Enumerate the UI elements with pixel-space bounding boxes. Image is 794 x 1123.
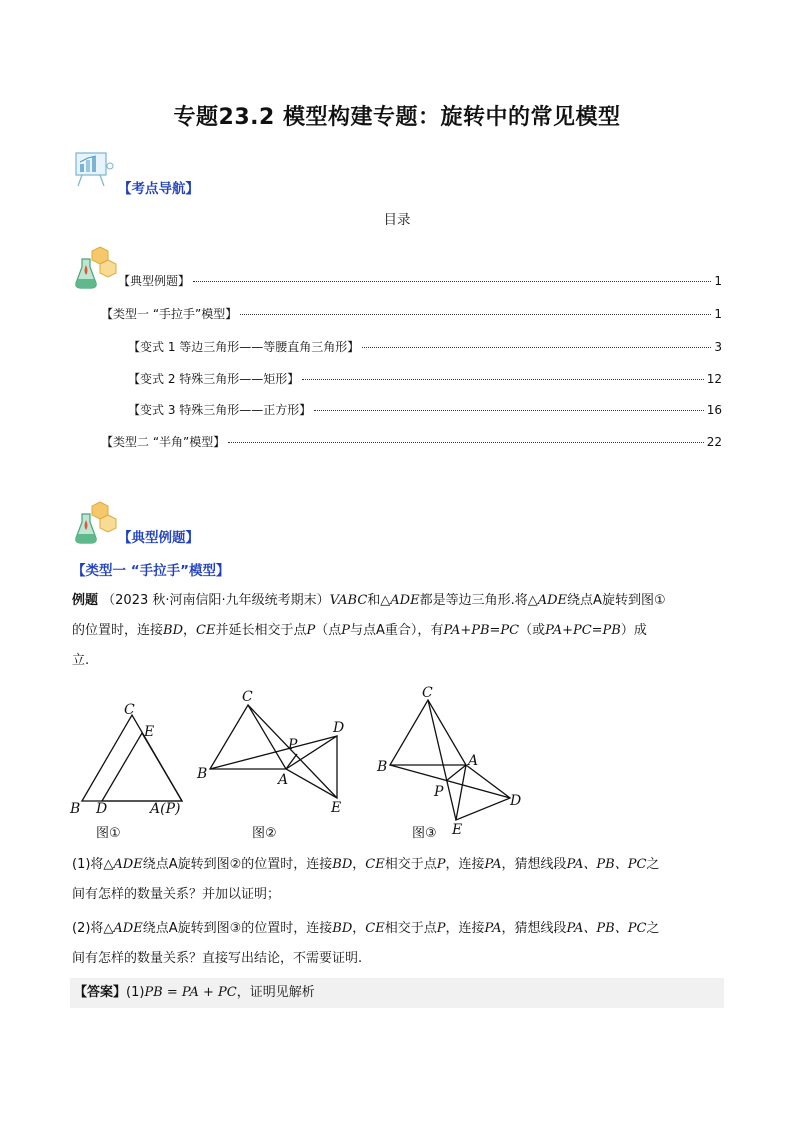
question-2 — [72, 914, 724, 974]
text: ，连接 — [445, 921, 485, 936]
flask-hexagon-icon — [72, 243, 118, 291]
text: ， — [352, 857, 366, 872]
text: 和△ — [367, 593, 391, 608]
toc-leader — [193, 281, 711, 282]
label-e: E — [144, 724, 155, 740]
segment-ce — [428, 700, 456, 820]
text: （点 — [315, 623, 342, 638]
flask-hexagon-icon — [72, 498, 118, 546]
text: ，连接 — [445, 857, 485, 872]
text: ，猜想线段 — [501, 921, 567, 936]
question-1 — [72, 850, 724, 910]
figure-2-caption: 图② — [252, 826, 277, 841]
text: 之 — [646, 857, 660, 872]
label-p: P — [288, 737, 298, 753]
toc-leader — [362, 347, 711, 348]
label-ap: A(P) — [150, 801, 181, 817]
text: 之 — [646, 921, 660, 936]
text: 相交于点 — [384, 921, 437, 936]
figure-2 — [192, 686, 362, 818]
example-source: （2023 秋·河南信阳·九年级统考期末） — [102, 593, 330, 608]
math: PA — [484, 921, 502, 936]
label-b: B — [377, 759, 388, 775]
text: （或 — [519, 623, 546, 638]
label-c: C — [124, 702, 135, 718]
text: 相交于点 — [384, 857, 437, 872]
toc-row-page: 12 — [706, 372, 722, 386]
toc-row[interactable] — [128, 338, 722, 355]
text: 的位置时，连接 — [72, 623, 164, 638]
label-b: B — [197, 766, 208, 782]
label-a: A — [278, 772, 289, 788]
segment-bd — [210, 736, 337, 769]
toc-row-label: 【类型二 “半角”模型】 — [101, 435, 226, 449]
toc-row-page: 1 — [714, 274, 722, 288]
toc-row-label: 【典型例题】 — [118, 274, 191, 288]
example-text — [72, 586, 724, 676]
toc-leader — [302, 379, 703, 380]
toc-row[interactable] — [101, 305, 722, 322]
answer-label: 【答案】 — [74, 985, 127, 1000]
question-line — [72, 850, 724, 880]
text: (2)将△ — [72, 921, 114, 936]
math: P — [436, 921, 446, 936]
label-e: E — [331, 800, 342, 816]
text: 绕点A旋转到图③的位置时，连接 — [142, 921, 333, 936]
math: P — [341, 623, 350, 638]
text: ， — [352, 921, 366, 936]
math: BD — [332, 857, 353, 872]
toc-row[interactable] — [128, 370, 722, 387]
question-line — [72, 914, 724, 944]
toc-leader — [240, 314, 711, 315]
example-label: 例题 — [72, 593, 99, 608]
math: PA、PB、PC — [566, 921, 647, 936]
toc-row-label: 【变式 2 特殊三角形——矩形】 — [128, 372, 300, 386]
math: ADE — [537, 593, 568, 608]
math: CE — [365, 857, 385, 872]
math: PA+PB=PC — [443, 623, 520, 638]
page-title: 专题23.2 模型构建专题：旋转中的常见模型 — [173, 105, 621, 130]
toc-row-page: 22 — [706, 435, 722, 449]
math: P — [436, 857, 446, 872]
text: ，猜想线段 — [501, 857, 567, 872]
example-line: 的位置时，连接BD，CE并延长相交于点P（点P与点A重合），有PA+PB=PC（或PA+PC=PB）成 — [72, 623, 647, 638]
math: ADE — [390, 593, 420, 608]
toc-row-label: 【类型一 “手拉手”模型】 — [101, 307, 238, 321]
triangle-abc — [390, 700, 466, 765]
math: CE — [365, 921, 385, 936]
toc-row-label: 【变式 1 等边三角形——等腰直角三角形】 — [128, 340, 360, 354]
text: ，证明见解析 — [236, 985, 315, 1000]
example-line: 立. — [72, 653, 90, 668]
label-c: C — [422, 685, 433, 701]
math: BD — [163, 623, 183, 638]
label-d: D — [333, 720, 345, 736]
triangle-ade — [102, 733, 182, 801]
text: 并延长相交于点 — [215, 623, 307, 638]
math: PB = PA + PC — [144, 985, 237, 1000]
example-line — [72, 586, 724, 616]
toc-row[interactable] — [128, 401, 722, 418]
math: PA、PB、PC — [566, 857, 647, 872]
toc-row[interactable] — [118, 272, 722, 289]
section-heading: 【典型例题】 — [118, 530, 199, 546]
math: P — [306, 623, 316, 638]
answer-box — [70, 978, 724, 1008]
triangle-abc — [82, 715, 182, 801]
toc-heading: 目录 — [383, 212, 411, 228]
toc-row-page: 3 — [714, 340, 722, 354]
text: 与点A重合），有 — [349, 623, 444, 638]
math: PA — [484, 857, 502, 872]
math: VABC — [329, 593, 368, 608]
text: (1) — [126, 985, 145, 1000]
label-p: P — [434, 784, 444, 800]
toc-row[interactable] — [101, 433, 722, 450]
toc-row-page: 1 — [714, 307, 722, 321]
math: BD — [332, 921, 353, 936]
text: (1)将△ — [72, 857, 114, 872]
nav-heading: 【考点导航】 — [118, 181, 199, 197]
math: ADE — [113, 857, 143, 872]
label-d: D — [510, 793, 522, 809]
toc-row-label: 【变式 3 特殊三角形——正方形】 — [128, 403, 312, 417]
label-c: C — [242, 689, 253, 705]
label-e: E — [452, 822, 463, 838]
label-d: D — [96, 801, 108, 817]
text: 绕点A旋转到图① — [567, 593, 666, 608]
text: 绕点A旋转到图②的位置时，连接 — [142, 857, 333, 872]
question-line: 间有怎样的数量关系？并加以证明； — [72, 887, 281, 902]
math: ADE — [113, 921, 143, 936]
question-line: 间有怎样的数量关系？直接写出结论，不需要证明. — [72, 951, 363, 966]
type1-heading: 【类型一 “手拉手”模型】 — [72, 563, 230, 579]
toc-leader — [228, 442, 703, 443]
text: ）成 — [620, 623, 647, 638]
figure-3 — [370, 684, 540, 838]
math: PA+PC=PB — [545, 623, 621, 638]
toc-row-page: 16 — [706, 403, 722, 417]
presentation-board-icon — [72, 150, 116, 190]
figure-3-caption: 图③ — [412, 826, 437, 841]
label-a: A — [468, 753, 479, 769]
toc-leader — [314, 410, 703, 411]
figure-1 — [64, 694, 204, 824]
triangle-ade — [456, 765, 510, 820]
segment-pa — [286, 754, 297, 769]
label-b: B — [70, 801, 81, 817]
math: CE — [196, 623, 216, 638]
figure-1-caption: 图① — [96, 826, 121, 841]
text: 都是等边三角形.将△ — [419, 593, 538, 608]
